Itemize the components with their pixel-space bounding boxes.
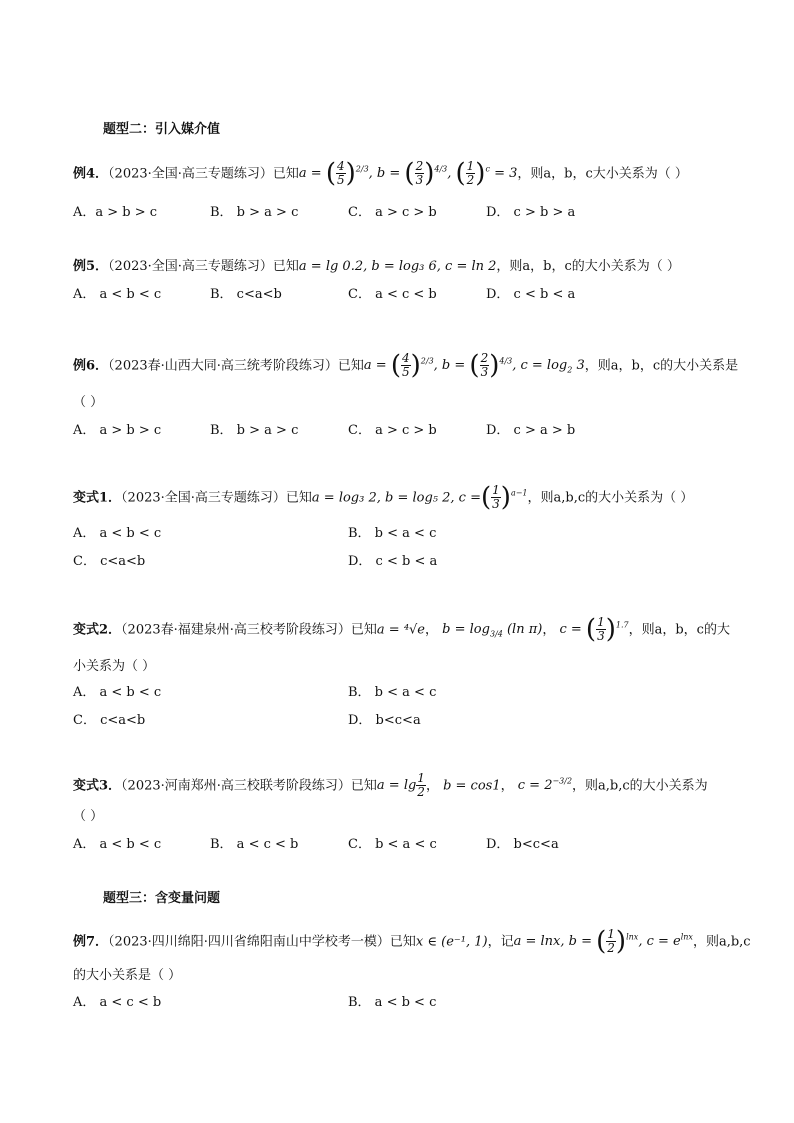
variant-1-source: （2023·全国·高三专题练习）已知 xyxy=(121,490,312,506)
ex4-option-d[interactable]: D． c > b > a xyxy=(486,205,576,220)
example-7-source: （2023·四川绵阳·四川省绵阳南山中学校考一模）已知 xyxy=(108,934,416,950)
variant-3-formula-b: b = cos1 xyxy=(443,778,501,794)
variant-3-tail2: （ ） xyxy=(73,809,104,824)
var3-option-d[interactable]: D． b<c<a xyxy=(486,837,559,852)
variant-3-label: 变式3． xyxy=(73,778,122,794)
variant-1-formula: a = log₃ 2, b = log₅ 2, c = xyxy=(311,490,481,506)
example-4-tail: ，则a，b，c大小关系为（ ） xyxy=(517,166,688,182)
ex6-option-b[interactable]: B． b > a > c xyxy=(210,423,299,438)
ex4-option-a[interactable]: A．a > b > c xyxy=(73,205,158,220)
example-7-formula: a = lnx, b = ( $\frac{1}{2}$ )$^{lnx}$, $c = e^{lnx}$ xyxy=(513,926,693,957)
variant-3-formula-a: a = lg $\frac{1}{2}$ xyxy=(376,771,425,800)
var3-option-c[interactable]: C． b < a < c xyxy=(348,837,437,852)
variant-2-formula-c: c = ( $\frac{1}{3}$ )$^{1.7}$ xyxy=(559,614,629,645)
example-6-tail2: （ ） xyxy=(73,395,104,410)
ex7-option-a[interactable]: A． a < c < b xyxy=(73,995,162,1010)
ex5-option-b[interactable]: B． c<a<b xyxy=(210,287,282,302)
example-4-label: 例4． xyxy=(73,166,109,182)
variant-1-tail: ，则a,b,c的大小关系为（ ） xyxy=(527,490,694,506)
ex6-option-a[interactable]: A． a > b > c xyxy=(73,423,162,438)
ex5-option-d[interactable]: D． c < b < a xyxy=(486,287,576,302)
example-7-label: 例7． xyxy=(73,934,109,950)
example-6-formula: a = ( $\frac{4}{5}$ )$^{2/3}$, b = ( $\frac{2}{3}$ )$^{4/3}$, $c = \log_2 3$ xyxy=(363,350,585,381)
example-7-stem xyxy=(73,928,751,955)
example-4-stem xyxy=(73,160,688,187)
var1-option-a[interactable]: A． a < b < c xyxy=(73,526,162,541)
ex6-option-c[interactable]: C． a > c > b xyxy=(348,423,437,438)
var1-option-c[interactable]: C． c<a<b xyxy=(73,554,146,569)
example-5-label: 例5． xyxy=(73,259,109,274)
example-6-source: （2023春·山西大同·高三统考阶段练习）已知 xyxy=(108,358,364,374)
variant-3-tail: ，则a,b,c的大小关系为 xyxy=(572,778,708,794)
variant-1-formula-c: ( $\frac{1}{3}$ )$^{a-1}$ xyxy=(480,482,528,513)
variant-2-tail2: 小关系为（ ） xyxy=(73,659,156,674)
example-4-formula: a = ( $\frac{4}{5}$ )$^{2/3}$, b = ( $\frac{2}{3}$ )$^{4/3}$, ( $\frac{1}{2}$ )$^c$ = 3 xyxy=(298,158,518,189)
example-5-stem xyxy=(73,257,680,277)
example-6-tail: ，则a，b，c的大小关系是 xyxy=(584,358,739,374)
variant-2-stem: 变式2．（2023春·福建泉州·高三校考阶段练习）已知a = ⁴√e， $b = \log_{3/4} (\ln$ π)， c = ( $\frac{1}{3}$ )$^{1.7}$，则a，b，c的大 xyxy=(73,614,730,645)
variant-2-formula-b: $b = \log_{3/4} (\ln$ π) xyxy=(442,622,543,639)
example-5-source: （2023·全国·高三专题练习）已知 xyxy=(108,259,299,274)
variant-1-stem xyxy=(73,484,693,511)
var3-option-b[interactable]: B． a < c < b xyxy=(210,837,299,852)
ex5-option-c[interactable]: C． a < c < b xyxy=(348,287,437,302)
variant-3-stem: 变式3．（2023·河南郑州·高三校联考阶段练习）已知a = lg $\frac{1}{2}$ ， b = cos1， $c = 2^{-3/2}$，则a,b,c的大小关系为 xyxy=(73,771,708,800)
variant-1-label: 变式1． xyxy=(73,490,122,506)
example-6-label: 例6． xyxy=(73,358,109,374)
var2-option-c[interactable]: C． c<a<b xyxy=(73,713,146,728)
ex5-option-a[interactable]: A． a < b < c xyxy=(73,287,162,302)
example-7-formula-x: x ∈ (e⁻¹, 1) xyxy=(415,934,488,950)
ex6-option-d[interactable]: D． c > a > b xyxy=(486,423,576,438)
var2-option-a[interactable]: A． a < b < c xyxy=(73,685,162,700)
ex4-option-b[interactable]: B． b > a > c xyxy=(210,205,299,220)
section-title-3: 题型三：含变量问题 xyxy=(103,891,221,906)
example-7-mid: ，记 xyxy=(487,934,514,950)
variant-2-source: （2023春·福建泉州·高三校考阶段练习）已知 xyxy=(121,622,377,638)
example-7-tail: ，则a,b,c xyxy=(692,934,751,950)
variant-2-tail: ，则a，b，c的大 xyxy=(628,622,730,638)
var1-option-b[interactable]: B． b < a < c xyxy=(348,526,437,541)
example-5-formula: a = lg 0.2, b = log₃ 6, c = ln 2 xyxy=(298,259,497,274)
var1-option-d[interactable]: D． c < b < a xyxy=(348,554,438,569)
variant-3-formula-c: $c = 2^{-3/2}$ xyxy=(517,777,573,794)
ex4-option-c[interactable]: C． a > c > b xyxy=(348,205,437,220)
variant-2-label: 变式2． xyxy=(73,622,122,638)
example-4-source: （2023·全国·高三专题练习）已知 xyxy=(108,166,299,182)
var2-option-b[interactable]: B． b < a < c xyxy=(348,685,437,700)
var3-option-a[interactable]: A． a < b < c xyxy=(73,837,162,852)
example-5-tail: ，则a，b，c的大小关系为（ ） xyxy=(496,259,680,274)
example-6-stem xyxy=(73,352,738,381)
var2-option-d[interactable]: D． b<c<a xyxy=(348,713,421,728)
example-7-tail2: 的大小关系是（ ） xyxy=(73,968,182,983)
section-title-2: 题型二：引入媒介值 xyxy=(103,122,221,137)
variant-2-formula-a: a = ⁴√e xyxy=(376,622,426,638)
ex7-option-b[interactable]: B． a < b < c xyxy=(348,995,437,1010)
variant-3-source: （2023·河南郑州·高三校联考阶段练习）已知 xyxy=(121,778,377,794)
